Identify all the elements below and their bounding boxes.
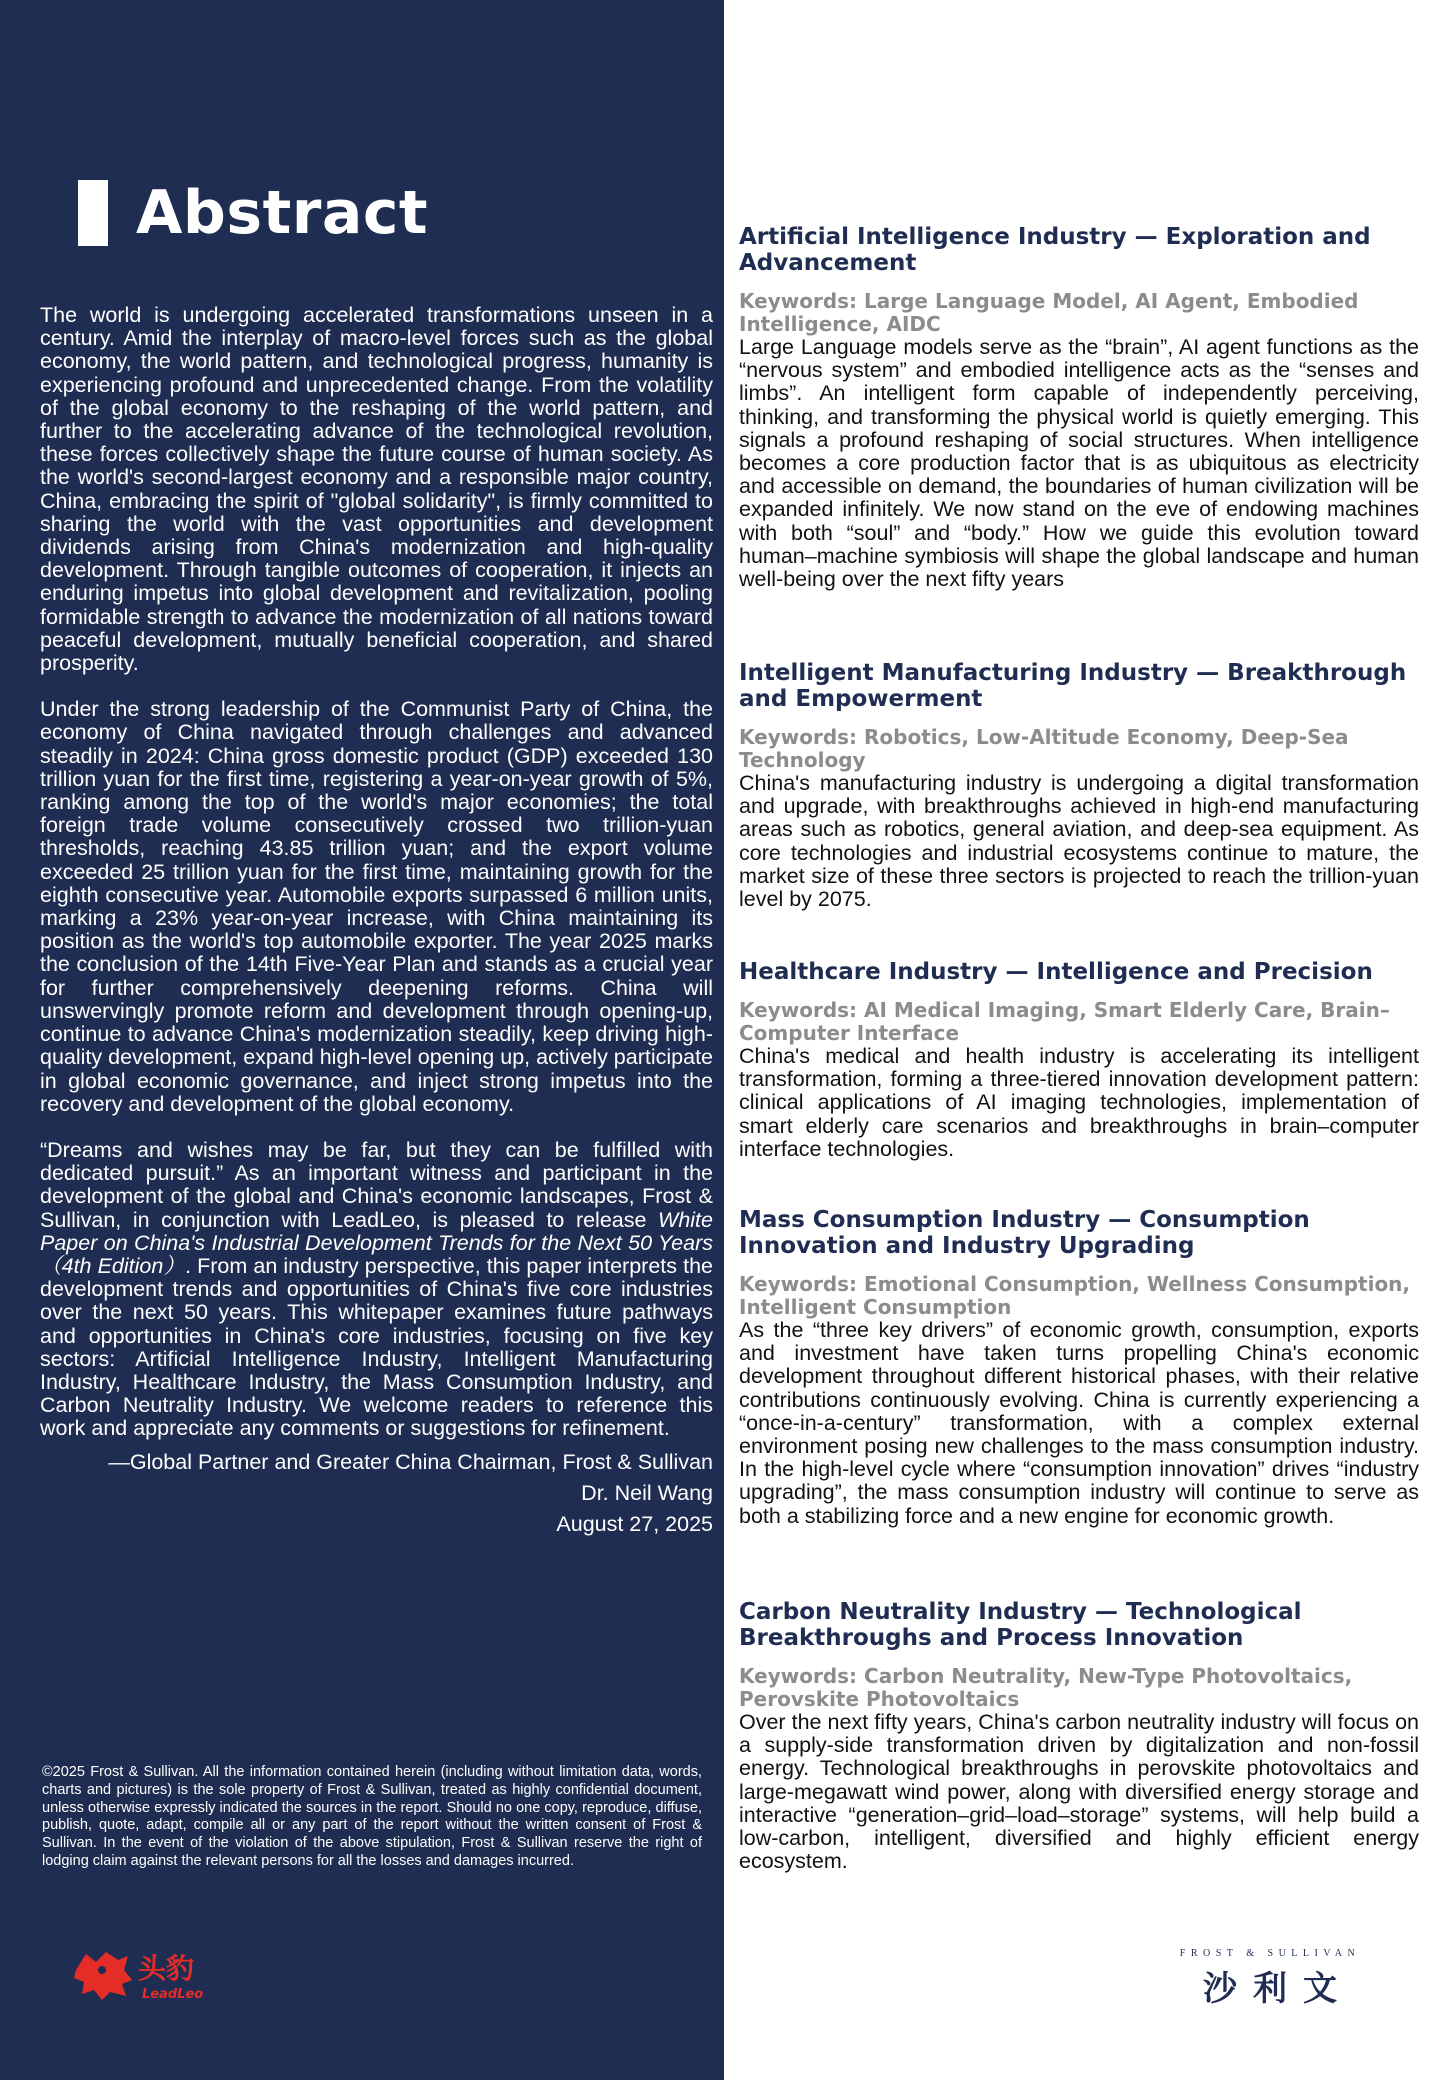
section-manufacturing <box>739 660 1419 911</box>
abstract-paragraph-1: The world is undergoing accelerated transformations unseen in a century. Amid the interplay of macro-level forces such as the global economy, the world pattern, and technological progress, humanity is experiencing profound and unprecedented change. From the volatility of the global economy to the reshaping of the world pattern, and further to the accelerating advance of the technological revolution, these forces collectively shape the future course of human society. As the world's second-largest economy and a responsible major country, China, embracing the spirit of "global solidarity", is firmly committed to sharing the world with the vast opportunities and development dividends arising from China's modernization and high-quality development. Through tangible outcomes of cooperation, it injects an enduring impetus into global development and revitalization, pooling formidable strength to advance the modernization of all nations toward peaceful development, mutually beneficial cooperation, and shared prosperity. <box>40 303 713 676</box>
leadleo-cn-text: 头豹 <box>138 1952 195 1985</box>
leadleo-en-text: LeadLeo <box>142 1987 204 2002</box>
abstract-paragraph-3 <box>40 1139 713 1441</box>
abstract-title: Abstract <box>136 178 429 248</box>
section-carbon <box>739 1599 1419 1873</box>
section-body: Large Language models serve as the “brain”, AI agent functions as the “nervous system” and embodied intelligence acts as the “senses and limbs”. An intelligent form capable of independently perceiving, thinking, and transforming the physical world is quietly emerging. This signals a profound reshaping of social structures. When intelligence becomes a core production factor that is as ubiquitous as electricity and accessible on demand, the boundaries of human civilization will be expanded infinitely. We now stand on the eve of endowing machines with both “soul” and “body.” How we guide this evolution toward human–machine symbiosis will shape the global landscape and human well-being over the next fifty years <box>739 335 1419 592</box>
section-keywords: Keywords: Robotics, Low-Altitude Economy, Deep-Sea Technology <box>739 725 1349 772</box>
leopard-head-icon <box>74 1952 132 2000</box>
section-consumption <box>739 1207 1419 1528</box>
section-keywords: Keywords: AI Medical Imaging, Smart Elderly Care, Brain–Computer Interface <box>739 998 1390 1045</box>
heading-bar-decoration <box>78 180 108 246</box>
section-keywords: Keywords: Emotional Consumption, Wellness Consumption, Intelligent Consumption <box>739 1272 1411 1319</box>
section-body: China's medical and health industry is accelerating its intelligent transformation, forming a three-tiered innovation development pattern: clinical applications of AI imaging technologies, implementation of smart elderly care scenarios and breakthroughs in brain–computer interface technologies. <box>739 1044 1419 1161</box>
section-title: Mass Consumption Industry — Consumption Innovation and Industry Upgrading <box>739 1207 1310 1259</box>
frost-sullivan-logo <box>1170 1948 1370 2009</box>
frost-sullivan-cn-text: 沙利文 <box>1203 1969 1353 2009</box>
section-ai <box>739 224 1419 591</box>
frost-sullivan-en-text: FROST & SULLIVAN <box>1179 1948 1361 1959</box>
abstract-heading <box>78 178 428 248</box>
signature-name: Dr. Neil Wang <box>581 1480 713 1505</box>
section-title: Carbon Neutrality Industry — Technological Breakthroughs and Process Innovation <box>739 1599 1302 1651</box>
industry-panel <box>724 0 1440 2080</box>
paragraph-3-intro: “Dreams and wishes may be far, but they can be fulfilled with dedicated pursuit.” As an important witness and participant in the development of the global and China's economic landscapes, Frost & Sullivan, in conjunction with LeadLeo, is pleased to release <box>40 1137 713 1232</box>
section-keywords: Keywords: Carbon Neutrality, New-Type Photovoltaics, Perovskite Photovoltaics <box>739 1664 1353 1711</box>
section-body: China's manufacturing industry is undergoing a digital transformation and upgrade, with breakthroughs achieved in high-end manufacturing areas such as robotics, general aviation, and deep-sea equipment. As core technologies and industrial ecosystems continue to mature, the market size of these three sectors is projected to reach the trillion-yuan level by 2075. <box>739 771 1419 912</box>
paragraph-3-rest: . From an industry perspective, this paper interprets the development trends and opportunities of China's five core industries over the next 50 years. This whitepaper examines future pathways and opportunities in China's core industries, focusing on five key sectors: Artificial Intelligence Industry, Intelligent Manufacturing Industry, Healthcare Industry, the Mass Consumption Industry, and Carbon Neutrality Industry. We welcome readers to reference this work and appreciate any comments or suggestions for refinement. <box>40 1253 713 1441</box>
white-paper-title: White Paper on China's Industrial Development Trends for the Next 50 Years（4th Edition） <box>40 1207 713 1278</box>
signature-role: —Global Partner and Greater China Chairman, Frost & Sullivan <box>108 1449 713 1474</box>
abstract-paragraph-2: Under the strong leadership of the Communist Party of China, the economy of China navigated through challenges and advanced steadily in 2024: China gross domestic product (GDP) exceeded 130 trillion yuan for the first time, registering a year-on-year growth of 5%, ranking among the top of the world's major economies; the total foreign trade volume consecutively crossed two trillion-yuan thresholds, reaching 43.85 trillion yuan; and the export volume exceeded 25 trillion yuan for the first time, maintaining growth for the eighth consecutive year. Automobile exports surpassed 6 million units, marking a 23% year-on-year increase, with China maintaining its position as the world's top automobile exporter. The year 2025 marks the conclusion of the 14th Five-Year Plan and stands as a crucial year for further comprehensively deepening reforms. China will unswervingly promote reform and development through opening-up, continue to advance China's modernization steadily, keep driving high-quality development, expand high-level opening up, actively participate in global economic governance, and inject strong impetus into the recovery and development of the global economy. <box>40 697 713 1116</box>
section-body: Over the next fifty years, China's carbon neutrality industry will focus on a supply-side transformation driven by digitalization and non-fossil energy. Technological breakthroughs in perovskite photovoltaics and large-megawatt wind power, along with diversified energy storage and interactive “generation–grid–load–storage” systems, will help build a low-carbon, intelligent, diversified and highly efficient energy ecosystem. <box>739 1710 1419 1874</box>
signature-block <box>40 1447 713 1540</box>
leopard-eye <box>98 1966 106 1974</box>
section-title: Artificial Intelligence Industry — Exploration and Advancement <box>739 224 1371 276</box>
section-keywords: Keywords: Large Language Model, AI Agent, Embodied Intelligence, AIDC <box>739 289 1359 336</box>
section-title: Intelligent Manufacturing Industry — Breakthrough and Empowerment <box>739 660 1407 712</box>
signature-date: August 27, 2025 <box>556 1511 713 1536</box>
section-healthcare <box>739 959 1419 1161</box>
leadleo-logo <box>72 1946 232 2004</box>
abstract-body <box>40 304 713 1540</box>
section-body: As the “three key drivers” of economic growth, consumption, exports and investment have taken turns propelling China's economic development throughout different historical phases, with their relative contributions continuously evolving. China is currently experiencing a “once-in-a-century” transformation, with a complex external environment posing new challenges to the mass consumption industry. In the high-level cycle where “consumption innovation” drives “industry upgrading”, the mass consumption industry will continue to serve as both a stabilizing force and a new engine for economic growth. <box>739 1318 1419 1528</box>
section-title: Healthcare Industry — Intelligence and Precision <box>739 959 1373 985</box>
copyright-disclaimer: ©2025 Frost & Sullivan. All the information contained herein (including without limitation data, words, charts and pictures) is the sole property of Frost & Sullivan, treated as highly confidential document, unless otherwise expressly indicated the sources in the report. Should no one copy, reproduce, diffuse, publish, quote, adapt, compile all or any part of the report without the written consent of Frost & Sullivan. In the event of the violation of the above stipulation, Frost & Sullivan reserve the right of lodging claim against the relevant persons for all the losses and damages incurred. <box>42 1764 702 1869</box>
